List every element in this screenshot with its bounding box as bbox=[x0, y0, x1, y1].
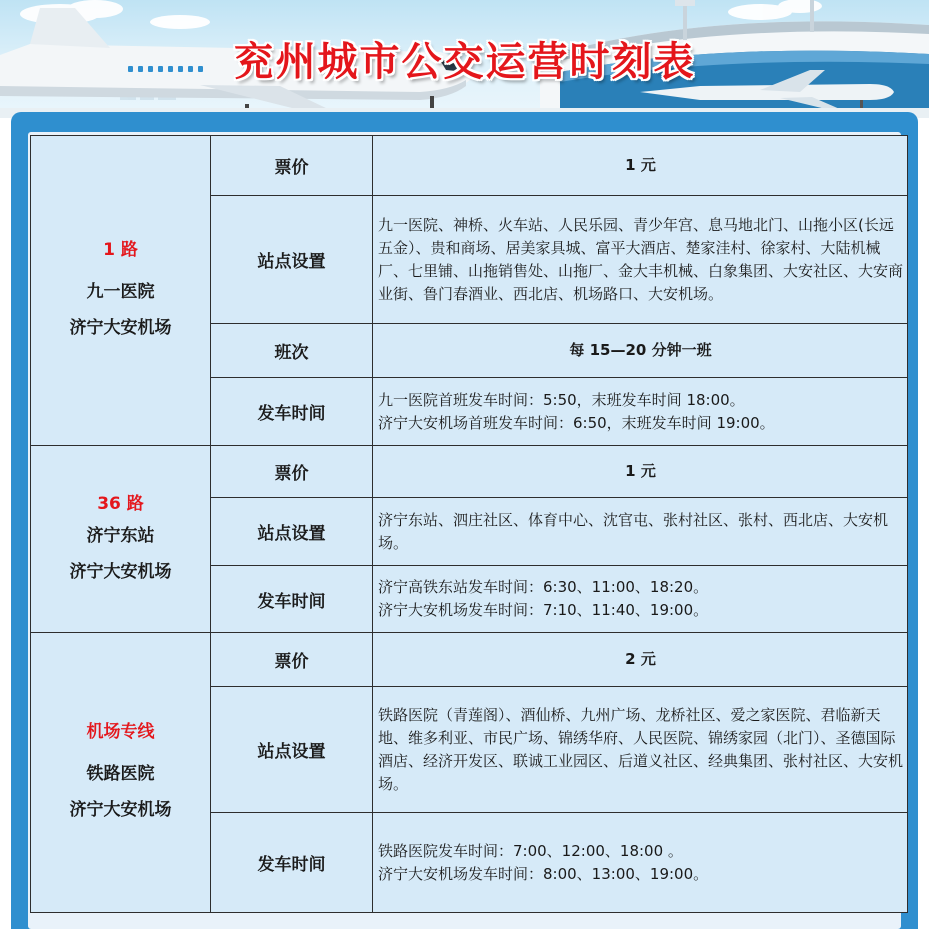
departure-time-line: 铁路医院发车时间：7:00、12:00、18:00 。 bbox=[378, 841, 683, 860]
departure-times bbox=[373, 378, 908, 446]
header-banner bbox=[0, 0, 929, 118]
cloud-icon bbox=[20, 0, 822, 29]
departure-time-line: 济宁大安机场发车时间：7:10、11:40、19:00。 bbox=[378, 601, 709, 619]
fare-label: 票价 bbox=[211, 633, 373, 687]
stops-list: 济宁东站、泗庄社区、体育中心、沈官屯、张村社区、张村、西北店、大安机场。 bbox=[373, 498, 908, 566]
timetable bbox=[30, 135, 908, 913]
departure-time-line: 九一医院首班发车时间：5:50，末班发车时间 18:00。 bbox=[378, 390, 745, 409]
route-cell-36 bbox=[31, 446, 211, 633]
fare-value: 1 元 bbox=[373, 136, 908, 196]
fare-value: 1 元 bbox=[373, 446, 908, 498]
fare-value: 2 元 bbox=[373, 633, 908, 687]
departure-time-line: 济宁大安机场首班发车时间：6:50，末班发车时间 19:00。 bbox=[378, 413, 775, 432]
route-origin: 九一医院 bbox=[86, 282, 155, 302]
route-name: 1 路 bbox=[103, 240, 138, 260]
stops-list: 铁路医院（青莲阁）、酒仙桥、九州广场、龙桥社区、爱之家医院、君临新天地、维多利亚、市民广场、锦绣华府、人民医院、锦绣家园（北门）、圣德国际酒店、经济开发区、联诚工业园区、后道义社区、经典集团、张村社区、大安机场。 bbox=[373, 687, 908, 813]
stops-label: 站点设置 bbox=[211, 498, 373, 566]
stops-label: 站点设置 bbox=[211, 687, 373, 813]
route-name: 36 路 bbox=[97, 493, 144, 514]
departure-label: 发车时间 bbox=[211, 566, 373, 633]
interval-value: 每 15—20 分钟一班 bbox=[373, 324, 908, 378]
departure-time-line: 济宁大安机场发车时间：8:00、13:00、19:00。 bbox=[378, 864, 709, 883]
fare-label: 票价 bbox=[211, 446, 373, 498]
route-destination: 济宁大安机场 bbox=[69, 318, 172, 338]
departure-label: 发车时间 bbox=[211, 813, 373, 913]
route-origin: 铁路医院 bbox=[86, 764, 155, 784]
route-cell-airport-express bbox=[31, 633, 211, 913]
route-cell-1 bbox=[31, 136, 211, 446]
route-name: 机场专线 bbox=[86, 722, 155, 742]
stops-label: 站点设置 bbox=[211, 196, 373, 324]
page-title: 兖州城市公交运营时刻表 bbox=[233, 39, 696, 85]
departure-times bbox=[373, 813, 908, 913]
departure-times bbox=[373, 566, 908, 633]
route-origin: 济宁东站 bbox=[86, 525, 155, 546]
stops-list: 九一医院、神桥、火车站、人民乐园、青少年宫、息马地北门、山拖小区(长远五金）、贵和商场、居美家具城、富平大酒店、楚家洼村、徐家村、大陆机械厂、七里铺、山拖销售处、山拖厂、金大丰机械、白象集团、大安社区、大安商业街、鲁门春酒业、西北店、机场路口、大安机场。 bbox=[373, 196, 908, 324]
table-row bbox=[31, 136, 908, 196]
route-destination: 济宁大安机场 bbox=[69, 561, 172, 582]
table-row bbox=[31, 633, 908, 687]
route-destination: 济宁大安机场 bbox=[69, 800, 172, 820]
interval-label: 班次 bbox=[211, 324, 373, 378]
departure-label: 发车时间 bbox=[211, 378, 373, 446]
table-row bbox=[31, 446, 908, 498]
fare-label: 票价 bbox=[211, 136, 373, 196]
departure-time-line: 济宁高铁东站发车时间：6:30、11:00、18:20。 bbox=[378, 578, 709, 596]
